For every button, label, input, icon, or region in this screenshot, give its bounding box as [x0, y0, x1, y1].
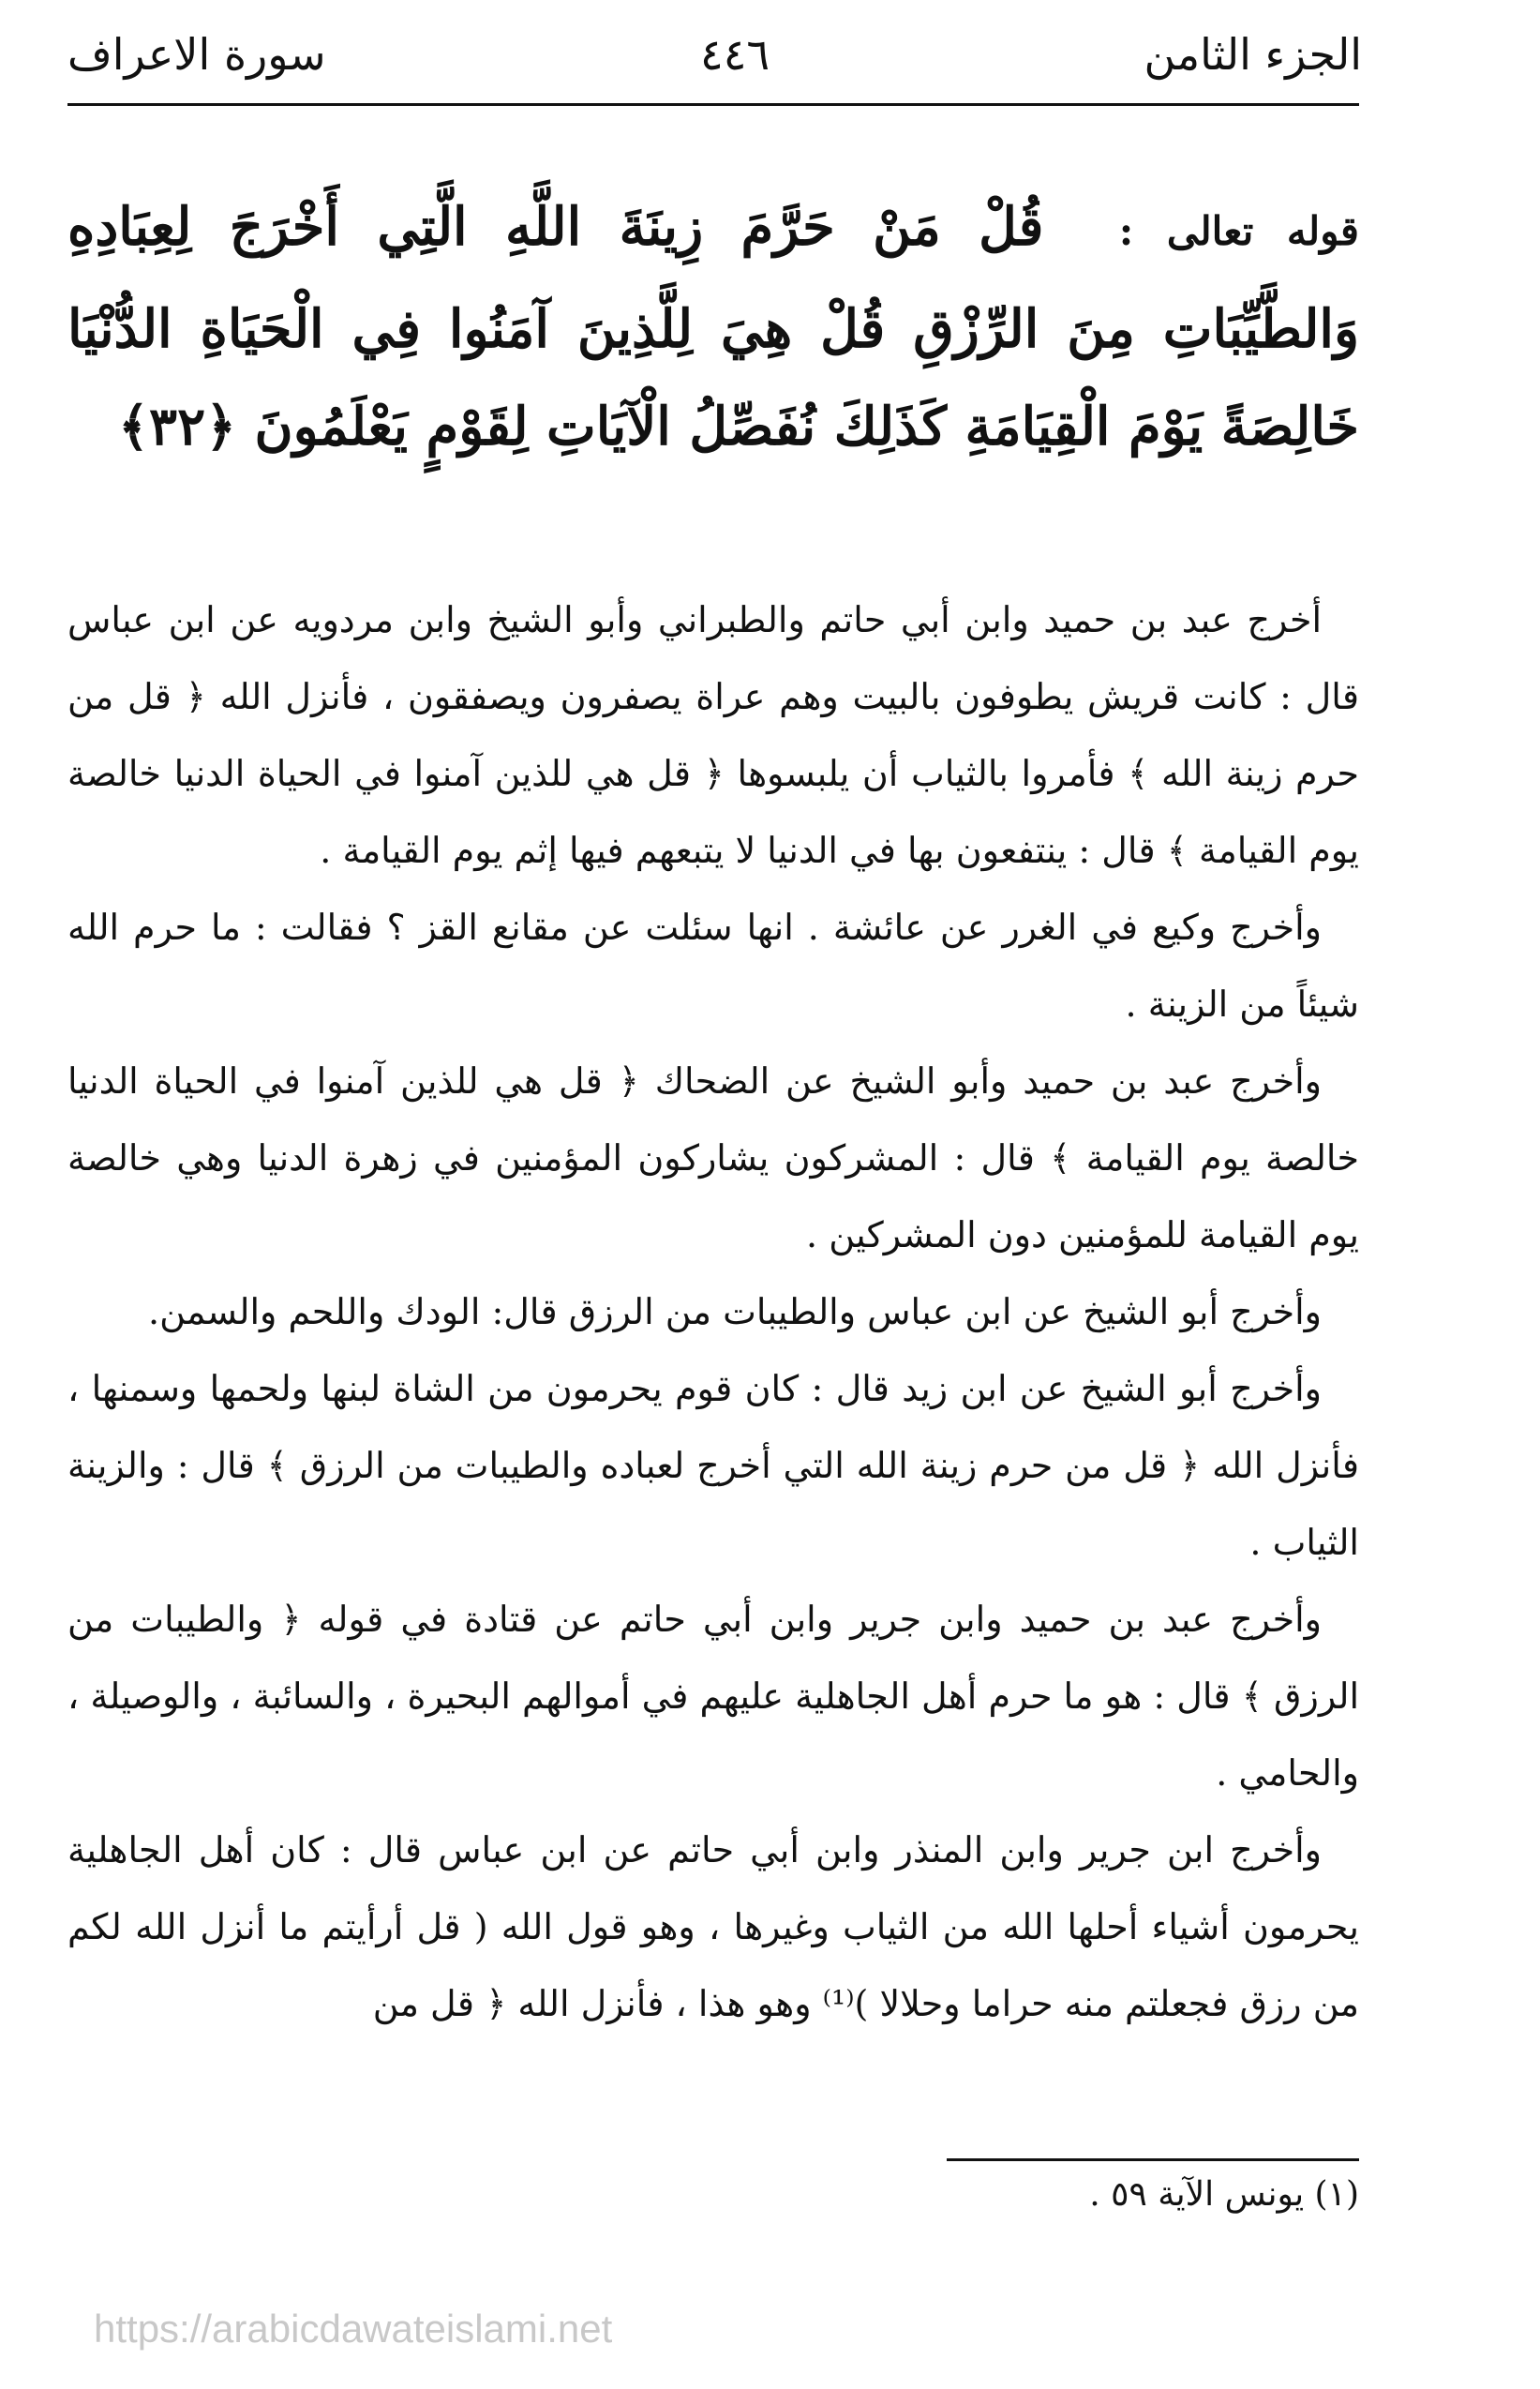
header-divider [67, 103, 1359, 106]
paragraph-7: وأخرج ابن جرير وابن المنذر وابن أبي حاتم عن ابن عباس قال : كان أهل الجاهلية يحرمون أشياء أحلها الله من الثياب وغيرها ، وهو قول الله ( قل أرأيتم ما أنزل الله لكم من رزق فجعلتم منه حراما وحلالا )⁽¹⁾ وهو هذا ، فأنزل الله ﴿ قل من [67, 1829, 1359, 2024]
verse-lead: قوله تعالى : [1118, 208, 1360, 254]
verse-text-block [67, 178, 1359, 475]
page-number: ٤٤٦ [699, 29, 770, 80]
part-label: الجزء الثامن [1144, 29, 1362, 80]
surah-label: سورة الاعراف [67, 29, 326, 80]
paragraph-2: وأخرج وكيع في الغرر عن عائشة . انها سئلت عن مقانع القز ؟ فقالت : ما حرم الله شيئاً من الزينة . [67, 907, 1359, 1025]
footnote-divider [947, 2158, 1359, 2161]
verse-text: قُلْ مَنْ حَرَّمَ زِينَةَ اللَّهِ الَّتِي أَخْرَجَ لِعِبَادِهِ وَالطَّيِّبَاتِ مِنَ الرِّزْقِ قُلْ هِيَ لِلَّذِينَ آمَنُوا فِي الْحَيَاةِ الدُّنْيَا خَالِصَةً يَوْمَ الْقِيَامَةِ كَذَلِكَ نُفَصِّلُ الْآيَاتِ لِقَوْمٍ يَعْلَمُونَ ﴿٣٢﴾ [67, 196, 1359, 458]
paragraph-1: أخرج عبد بن حميد وابن أبي حاتم والطبراني وأبو الشيخ وابن مردويه عن ابن عباس قال : كانت قريش يطوفون بالبيت وهم عراة يصفرون ويصفقون ، فأنزل الله ﴿ قل من حرم زينة الله ﴾ فأمروا بالثياب أن يلبسوها ﴿ قل هي للذين آمنوا في الحياة الدنيا خالصة يوم القيامة ﴾ قال : ينتفعون بها في الدنيا لا يتبعهم فيها إثم يوم القيامة . [67, 599, 1359, 871]
quran-verse [67, 178, 1359, 475]
paragraph-4: وأخرج أبو الشيخ عن ابن عباس والطيبات من الرزق قال: الودك واللحم والسمن. [148, 1291, 1322, 1332]
paragraph-3: وأخرج عبد بن حميد وأبو الشيخ عن الضحاك ﴿ قل هي للذين آمنوا في الحياة الدنيا خالصة يوم القيامة ﴾ قال : المشركون يشاركون المؤمنين في زهرة الدنيا وهي خالصة يوم القيامة للمؤمنين دون المشركين . [67, 1060, 1359, 1255]
footnote: (١) يونس الآية ٥٩ . [1089, 2175, 1359, 2214]
page-header [67, 17, 1362, 92]
paragraph-5: وأخرج أبو الشيخ عن ابن زيد قال : كان قوم يحرمون من الشاة لبنها ولحمها وسمنها ، فأنزل الله ﴿ قل من حرم زينة الله التي أخرج لعباده والطيبات من الرزق ﴾ قال : والزينة الثياب . [67, 1368, 1359, 1563]
commentary-body [67, 581, 1359, 2042]
watermark-url: https://arabicdawateislami.net [94, 2306, 613, 2351]
paragraph-6: وأخرج عبد بن حميد وابن جرير وابن أبي حاتم عن قتادة في قوله ﴿ والطيبات من الرزق ﴾ قال : هو ما حرم أهل الجاهلية عليهم في أموالهم البحيرة ، والسائبة ، والوصيلة ، والحامي . [67, 1599, 1359, 1794]
